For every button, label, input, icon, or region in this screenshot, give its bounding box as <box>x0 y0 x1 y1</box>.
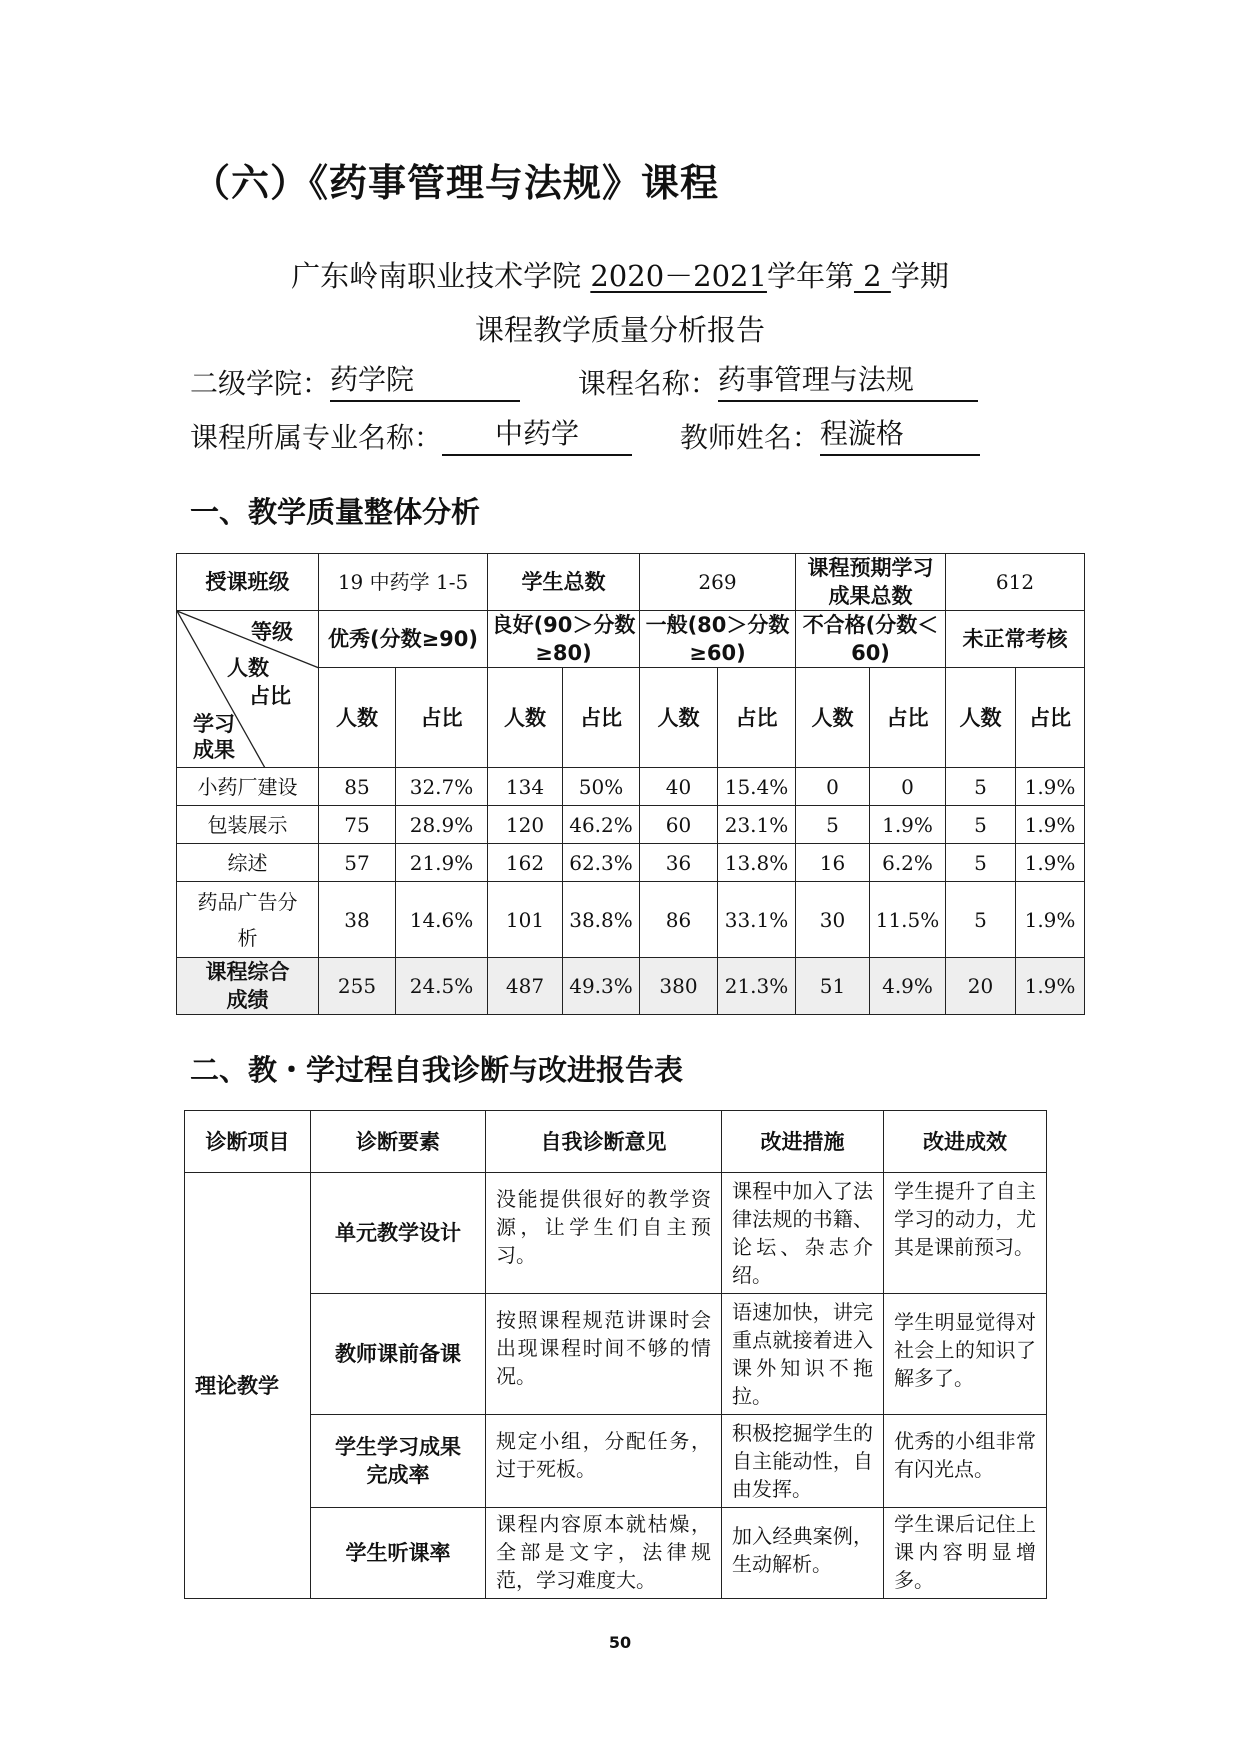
term-word: 学期 <box>890 259 949 293</box>
effect-text: 学生明显觉得对社会上的知识了解多了。 <box>884 1294 1047 1415</box>
outcome-name: 药品广告分析 <box>177 882 319 958</box>
cell: 255 <box>319 958 396 1015</box>
table-row <box>185 1508 1047 1599</box>
measure-text: 加入经典案例，生动解析。 <box>722 1508 884 1599</box>
cell: 28.9% <box>396 806 488 844</box>
semester-number: 2 <box>853 259 891 293</box>
section1-heading: 一、教学质量整体分析 <box>190 495 481 529</box>
table-row <box>177 882 1085 958</box>
cell: 0 <box>870 768 946 806</box>
sub-header-count: 人数 <box>319 668 396 768</box>
college-label: 二级学院： <box>190 367 331 400</box>
sub-header-ratio: 占比 <box>1016 668 1085 768</box>
sub-header-ratio: 占比 <box>870 668 946 768</box>
outcome-name: 包装展示 <box>177 806 319 844</box>
course-value: 药事管理与法规 <box>718 360 978 402</box>
page-number: 50 <box>608 1633 632 1652</box>
cell: 32.7% <box>396 768 488 806</box>
header-project: 诊断项目 <box>185 1111 311 1173</box>
school-years: 2020－2021 <box>590 259 767 293</box>
cell: 23.1% <box>718 806 796 844</box>
cell: 101 <box>488 882 563 958</box>
diag-outcome-label: 学习成果 <box>193 712 235 762</box>
outcome-name: 综述 <box>177 844 319 882</box>
class-label: 授课班级 <box>177 554 319 611</box>
cell: 86 <box>640 882 718 958</box>
element-name: 单元教学设计 <box>311 1173 486 1294</box>
header-element: 诊断要素 <box>311 1111 486 1173</box>
diagnosis-table <box>184 1110 1047 1599</box>
element-name: 学生学习成果完成率 <box>311 1415 486 1508</box>
sub-header-count: 人数 <box>488 668 563 768</box>
cell: 380 <box>640 958 718 1015</box>
opinion-text: 规定小组，分配任务，过于死板。 <box>486 1415 722 1508</box>
course-label: 课程名称： <box>577 367 718 400</box>
grade-good: 良好(90＞分数≥80) <box>488 611 640 668</box>
total-name: 课程综合成绩 <box>177 958 319 1015</box>
table-row <box>177 806 1085 844</box>
cell: 162 <box>488 844 563 882</box>
major-value: 中药学 <box>442 414 632 456</box>
cell: 85 <box>319 768 396 806</box>
cell: 1.9% <box>1016 882 1085 958</box>
table-row <box>185 1415 1047 1508</box>
opinion-text: 没能提供很好的教学资源，让学生们自主预习。 <box>486 1173 722 1294</box>
cell: 1.9% <box>870 806 946 844</box>
outcome-name: 小药厂建设 <box>177 768 319 806</box>
measure-text: 语速加快，讲完重点就接着进入课外知识不拖拉。 <box>722 1294 884 1415</box>
teacher-value: 程漩格 <box>820 414 980 456</box>
cell: 0 <box>796 768 870 806</box>
cell: 4.9% <box>870 958 946 1015</box>
students-value: 269 <box>640 554 796 611</box>
cell: 1.9% <box>1016 844 1085 882</box>
cell: 30 <box>796 882 870 958</box>
info-row-college <box>190 360 978 402</box>
cell: 36 <box>640 844 718 882</box>
diag-grade-label: 等级 <box>251 620 293 644</box>
cell: 46.2% <box>563 806 640 844</box>
cell: 57 <box>319 844 396 882</box>
header-effect: 改进成效 <box>884 1111 1047 1173</box>
info-row-major <box>190 414 980 456</box>
table-row <box>177 768 1085 806</box>
cell: 5 <box>946 882 1016 958</box>
sub-header-ratio: 占比 <box>396 668 488 768</box>
cell: 40 <box>640 768 718 806</box>
report-title: 课程教学质量分析报告 <box>474 313 765 347</box>
effect-text: 学生提升了自主学习的动力，尤其是课前预习。 <box>884 1173 1047 1294</box>
students-label: 学生总数 <box>488 554 640 611</box>
cell: 15.4% <box>718 768 796 806</box>
cell: 5 <box>946 768 1016 806</box>
cell: 14.6% <box>396 882 488 958</box>
college-value: 药学院 <box>330 360 520 402</box>
cell: 11.5% <box>870 882 946 958</box>
cell: 75 <box>319 806 396 844</box>
cell: 1.9% <box>1016 806 1085 844</box>
grade-not-assessed: 未正常考核 <box>946 611 1085 668</box>
cell: 16 <box>796 844 870 882</box>
measure-text: 课程中加入了法律法规的书籍、论坛、杂志介绍。 <box>722 1173 884 1294</box>
cell: 134 <box>488 768 563 806</box>
opinion-text: 课程内容原本就枯燥，全部是文字，法律规范，学习难度大。 <box>486 1508 722 1599</box>
cell: 487 <box>488 958 563 1015</box>
effect-text: 学生课后记住上课内容明显增多。 <box>884 1508 1047 1599</box>
cell: 1.9% <box>1016 768 1085 806</box>
grade-average: 一般(80＞分数≥60) <box>640 611 796 668</box>
table-row <box>177 844 1085 882</box>
diag-count-label: 人数 <box>227 656 269 680</box>
cell: 5 <box>946 806 1016 844</box>
outcomes-value: 612 <box>946 554 1085 611</box>
sub-header-ratio: 占比 <box>563 668 640 768</box>
diagonal-header-cell <box>177 611 319 768</box>
major-label: 课程所属专业名称： <box>190 421 443 454</box>
section2-heading: 二、教・学过程自我诊断与改进报告表 <box>190 1053 684 1087</box>
cell: 62.3% <box>563 844 640 882</box>
cell: 1.9% <box>1016 958 1085 1015</box>
project-name: 理论教学 <box>185 1173 311 1599</box>
grade-excellent: 优秀(分数≥90) <box>319 611 488 668</box>
cell: 49.3% <box>563 958 640 1015</box>
cell: 50% <box>563 768 640 806</box>
sub-header-ratio: 占比 <box>718 668 796 768</box>
cell: 24.5% <box>396 958 488 1015</box>
cell: 13.8% <box>718 844 796 882</box>
year-word: 学年第 <box>766 259 854 293</box>
cell: 21.9% <box>396 844 488 882</box>
grade-fail: 不合格(分数＜60) <box>796 611 946 668</box>
section-title: （六）《药事管理与法规》课程 <box>192 160 720 205</box>
cell: 5 <box>946 844 1016 882</box>
cell: 5 <box>796 806 870 844</box>
cell: 6.2% <box>870 844 946 882</box>
opinion-text: 按照课程规范讲课时会出现课程时间不够的情况。 <box>486 1294 722 1415</box>
measure-text: 积极挖掘学生的自主能动性，自由发挥。 <box>722 1415 884 1508</box>
cell: 51 <box>796 958 870 1015</box>
header-opinion: 自我诊断意见 <box>486 1111 722 1173</box>
element-name: 教师课前备课 <box>311 1294 486 1415</box>
cell: 38 <box>319 882 396 958</box>
cell: 21.3% <box>718 958 796 1015</box>
cell: 20 <box>946 958 1016 1015</box>
diag-ratio-label: 占比 <box>249 684 291 708</box>
outcomes-label: 课程预期学习成果总数 <box>796 554 946 611</box>
school-name: 广东岭南职业技术学院 <box>291 259 582 293</box>
cell: 33.1% <box>718 882 796 958</box>
header-measure: 改进措施 <box>722 1111 884 1173</box>
table-row <box>185 1294 1047 1415</box>
teacher-label: 教师姓名： <box>679 421 820 454</box>
sub-header-count: 人数 <box>640 668 718 768</box>
sub-header-count: 人数 <box>796 668 870 768</box>
quality-analysis-table <box>176 553 1085 1015</box>
table-row-total <box>177 958 1085 1015</box>
effect-text: 优秀的小组非常有闪光点。 <box>884 1415 1047 1508</box>
sub-header-count: 人数 <box>946 668 1016 768</box>
cell: 60 <box>640 806 718 844</box>
element-name: 学生听课率 <box>311 1508 486 1599</box>
table-row <box>185 1173 1047 1294</box>
class-value: 19 中药学 1-5 <box>319 554 488 611</box>
cell: 120 <box>488 806 563 844</box>
report-header-line <box>0 254 1240 295</box>
cell: 38.8% <box>563 882 640 958</box>
